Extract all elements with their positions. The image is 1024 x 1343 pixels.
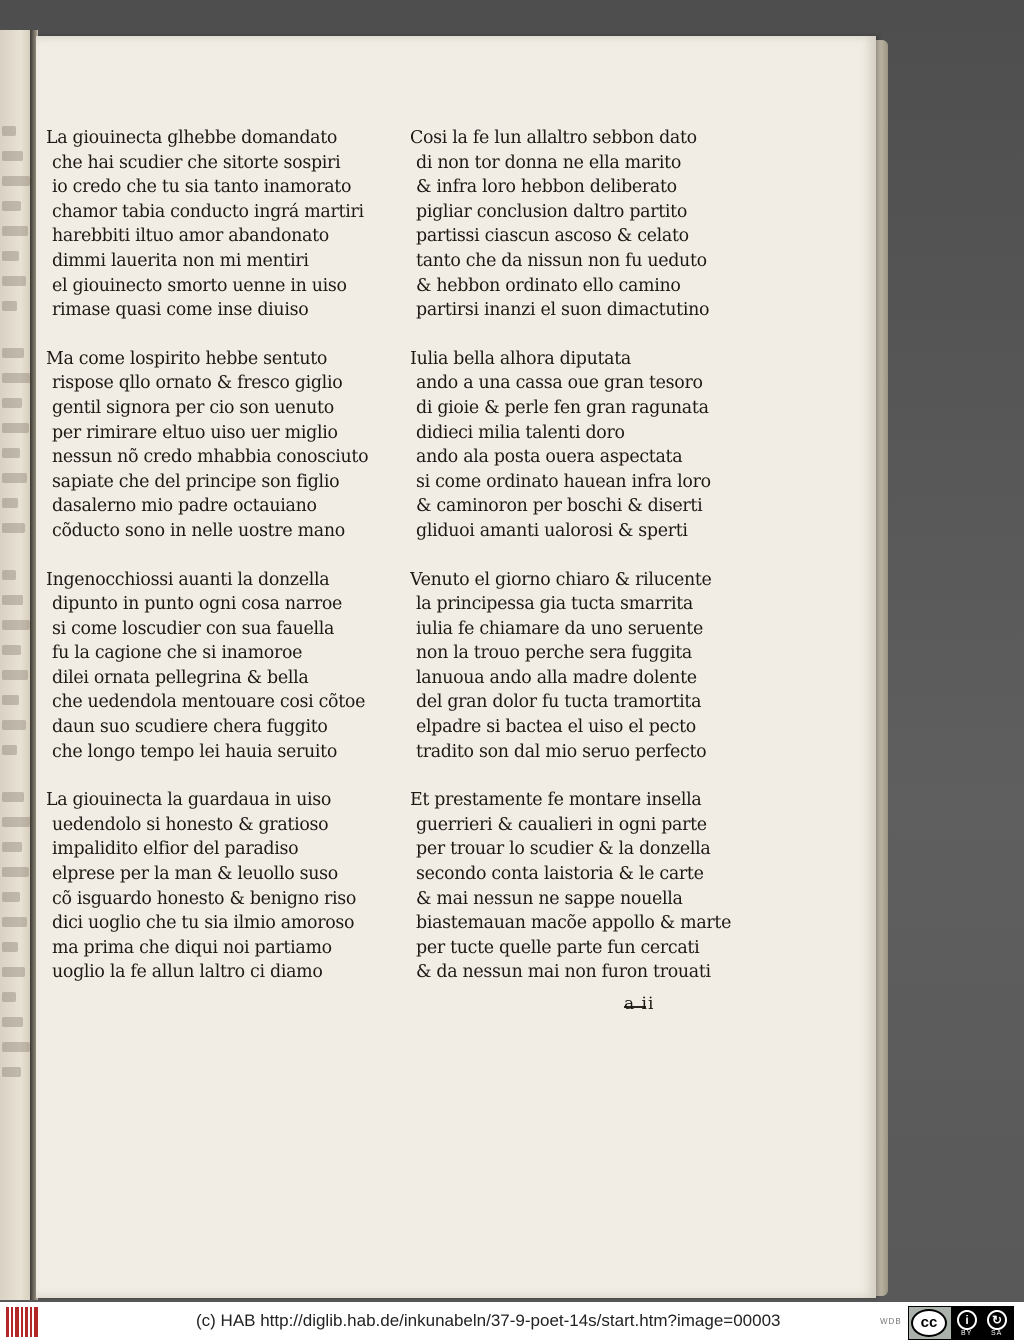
stanza bbox=[410, 126, 780, 323]
verse-line: dasalerno mio padre octauiano bbox=[52, 496, 317, 517]
facing-page-ghost-text bbox=[2, 595, 23, 605]
verse-line: el giouinecto smorto uenne in uiso bbox=[52, 275, 347, 296]
facing-page-ghost-text bbox=[2, 817, 31, 827]
verse-line: lanuoua ando alla madre dolente bbox=[416, 667, 697, 688]
facing-page-ghost-text bbox=[2, 251, 19, 261]
verse-line: che hai scudier che sitorte sospiri bbox=[52, 152, 341, 173]
by-label: BY bbox=[961, 1330, 973, 1337]
facing-page-ghost-text bbox=[2, 448, 20, 458]
printed-page bbox=[36, 36, 876, 1298]
verse-line: harebbiti iltuo amor abandonato bbox=[52, 226, 329, 247]
signature-mark: a ii bbox=[624, 994, 655, 1014]
verse-line: ma prima che diqui noi partiamo bbox=[52, 937, 332, 958]
verse-line: ando a una cassa oue gran tesoro bbox=[416, 373, 703, 394]
facing-page-ghost-text bbox=[2, 992, 16, 1002]
verse-line: tanto che da nissun non fu ueduto bbox=[416, 250, 707, 271]
cc-icon: cc bbox=[911, 1309, 947, 1337]
barcode-stroke bbox=[6, 1307, 9, 1337]
verse-line: ando ala posta ouera aspectata bbox=[416, 447, 683, 468]
verse-line: iulia fe chiamare da uno seruente bbox=[416, 618, 703, 639]
verse-line: Cosi la fe lun allaltro sebbon dato bbox=[410, 128, 697, 148]
verse-line: daun suo scudiere chera fuggito bbox=[52, 717, 328, 738]
facing-page-ghost-text bbox=[2, 348, 24, 358]
verse-line: Ingenocchiossi auanti la donzella bbox=[46, 569, 330, 590]
verse-line: Iulia bella alhora diputata bbox=[410, 348, 631, 369]
verse-line: elprese per la man & leuollo suso bbox=[52, 864, 338, 885]
verse-line: & hebbon ordinato ello camino bbox=[416, 275, 681, 296]
verse-line: cõducto sono in nelle uostre mano bbox=[52, 520, 345, 541]
verse-line: tradito son dal mio seruo perfecto bbox=[416, 741, 707, 762]
facing-page-ghost-text bbox=[2, 570, 16, 580]
verse-line: che longo tempo lei hauia seruito bbox=[52, 741, 338, 762]
verse-line: non la trouo perche sera fuggita bbox=[416, 643, 692, 664]
stanza bbox=[410, 568, 780, 765]
facing-page-ghost-text bbox=[2, 892, 20, 902]
verse-line: & da nessun mai non furon trouati bbox=[416, 962, 711, 983]
verse-line: Venuto el giorno chiaro & rilucente bbox=[410, 569, 712, 590]
facing-page-ghost-text bbox=[2, 792, 24, 802]
stanza bbox=[46, 126, 416, 323]
barcode-stroke bbox=[21, 1307, 23, 1337]
barcode-logo bbox=[6, 1307, 40, 1337]
verse-line: la principessa gia tucta smarrita bbox=[416, 594, 693, 615]
verse-line: che uedendola mentouare cosi cõtoe bbox=[52, 692, 366, 713]
facing-page-edge bbox=[0, 30, 34, 1300]
sa-icon: ↻ bbox=[987, 1310, 1007, 1330]
verse-line: si come ordinato hauean infra loro bbox=[416, 471, 711, 492]
verse-line: dimmi lauerita non mi mentiri bbox=[52, 250, 309, 271]
verse-line: partissi ciascun ascoso & celato bbox=[416, 226, 689, 247]
verse-line: & mai nessun ne sappe nouella bbox=[416, 888, 683, 909]
facing-page-ghost-text bbox=[2, 398, 22, 408]
verse-line: sapiate che del principe son figlio bbox=[52, 471, 340, 492]
facing-page-ghost-text bbox=[2, 276, 26, 286]
stanza bbox=[46, 568, 416, 765]
verse-line: & caminoron per boschi & diserti bbox=[416, 496, 703, 517]
facing-page-ghost-text bbox=[2, 1017, 23, 1027]
by-icon: i bbox=[957, 1310, 977, 1330]
left-column bbox=[46, 126, 416, 985]
verse-line: nessun nõ credo mhabbia conosciuto bbox=[52, 447, 369, 468]
verse-line: guerrieri & caualieri in ogni parte bbox=[416, 814, 707, 835]
facing-page-ghost-text bbox=[2, 301, 17, 311]
verse-line: dici uoglio che tu sia ilmio amoroso bbox=[52, 913, 355, 934]
facing-page-ghost-text bbox=[2, 498, 18, 508]
verse-line: Ma come lospirito hebbe sentuto bbox=[46, 348, 328, 369]
stanza bbox=[410, 788, 780, 985]
facing-page-ghost-text bbox=[2, 1067, 21, 1077]
verse-line: rimase quasi come inse diuiso bbox=[52, 300, 309, 321]
verse-line: La giouinecta glhebbe domandato bbox=[46, 128, 338, 148]
verse-line: chamor tabia conducto ingrá martiri bbox=[52, 201, 364, 222]
footer-small-mark: WDB bbox=[880, 1317, 902, 1326]
facing-page-ghost-text bbox=[2, 842, 22, 852]
facing-page-ghost-text bbox=[2, 126, 16, 136]
barcode-stroke bbox=[34, 1307, 38, 1337]
verse-line: uedendolo si honesto & gratioso bbox=[52, 814, 329, 835]
barcode-stroke bbox=[25, 1307, 28, 1337]
verse-line: & infra loro hebbon deliberato bbox=[416, 177, 677, 198]
facing-page-ghost-text bbox=[2, 226, 28, 236]
stanza bbox=[46, 347, 416, 544]
sa-label: SA bbox=[991, 1330, 1003, 1337]
verse-line: di non tor donna ne ella marito bbox=[416, 152, 682, 173]
footer-bar bbox=[0, 1302, 1024, 1343]
verse-line: impalidito elfior del paradiso bbox=[52, 839, 299, 860]
facing-page-ghost-text bbox=[2, 373, 31, 383]
verse-line: uoglio la fe allun laltro ci diamo bbox=[52, 962, 323, 983]
verse-line: gliduoi amanti ualorosi & sperti bbox=[416, 520, 688, 541]
verse-line: biastemauan macõe appollo & marte bbox=[416, 913, 732, 934]
verse-line: si come loscudier con sua fauella bbox=[52, 618, 335, 639]
verse-line: per tucte quelle parte fun cercati bbox=[416, 937, 700, 958]
verse-line: del gran dolor fu tucta tramortita bbox=[416, 692, 702, 713]
facing-page-ghost-text bbox=[2, 942, 18, 952]
facing-page-ghost-text bbox=[2, 867, 29, 877]
facing-page-ghost-text bbox=[2, 523, 25, 533]
facing-page-ghost-text bbox=[2, 201, 21, 211]
facing-page-ghost-text bbox=[2, 620, 30, 630]
verse-line: cõ isguardo honesto & benigno riso bbox=[52, 888, 357, 909]
verse-line: fu la cagione che si inamoroe bbox=[52, 643, 303, 664]
facing-page-ghost-text bbox=[2, 967, 25, 977]
barcode-stroke bbox=[30, 1307, 32, 1337]
facing-page-ghost-text bbox=[2, 720, 26, 730]
stanza bbox=[46, 788, 416, 985]
verse-line: Et prestamente fe montare insella bbox=[410, 790, 702, 811]
footer-credit-link[interactable]: (c) HAB http://diglib.hab.de/inkunabeln/37-9-poet-14s/start.htm?image=00003 bbox=[196, 1311, 781, 1330]
verse-line: pigliar conclusion daltro partito bbox=[416, 201, 688, 222]
facing-page-ghost-text bbox=[2, 917, 27, 927]
facing-page-ghost-text bbox=[2, 745, 17, 755]
verse-line: gentil signora per cio son uenuto bbox=[52, 397, 334, 418]
stanza bbox=[410, 347, 780, 544]
right-column bbox=[410, 126, 780, 985]
verse-line: io credo che tu sia tanto inamorato bbox=[52, 177, 352, 198]
verse-line: di gioie & perle fen gran ragunata bbox=[416, 397, 709, 418]
facing-page-ghost-text bbox=[2, 1042, 30, 1052]
verse-line: didieci milia talenti doro bbox=[416, 422, 625, 443]
facing-page-ghost-text bbox=[2, 645, 21, 655]
facing-page-ghost-text bbox=[2, 151, 23, 161]
verse-line: rispose qllo ornato & fresco giglio bbox=[52, 373, 343, 394]
verse-line: elpadre si bactea el uiso el pecto bbox=[416, 717, 696, 738]
verse-line: secondo conta laistoria & le carte bbox=[416, 864, 704, 885]
verse-line: La giouinecta la guardaua in uiso bbox=[46, 790, 332, 811]
verse-line: dilei ornata pellegrina & bella bbox=[52, 667, 309, 688]
verse-line: per trouar lo scudier & la donzella bbox=[416, 839, 711, 860]
verse-line: partirsi inanzi el suon dimactutino bbox=[416, 300, 710, 321]
license-badge[interactable] bbox=[908, 1306, 1014, 1340]
facing-page-ghost-text bbox=[2, 473, 27, 483]
facing-page-ghost-text bbox=[2, 695, 19, 705]
facing-page-ghost-text bbox=[2, 176, 30, 186]
facing-page-ghost-text bbox=[2, 670, 28, 680]
verse-line: dipunto in punto ogni cosa narroe bbox=[52, 594, 343, 615]
barcode-stroke bbox=[11, 1307, 13, 1337]
barcode-stroke bbox=[15, 1307, 19, 1337]
verse-line: per rimirare eltuo uiso uer miglio bbox=[52, 422, 338, 443]
facing-page-ghost-text bbox=[2, 423, 29, 433]
license-right-panel bbox=[951, 1307, 1013, 1339]
